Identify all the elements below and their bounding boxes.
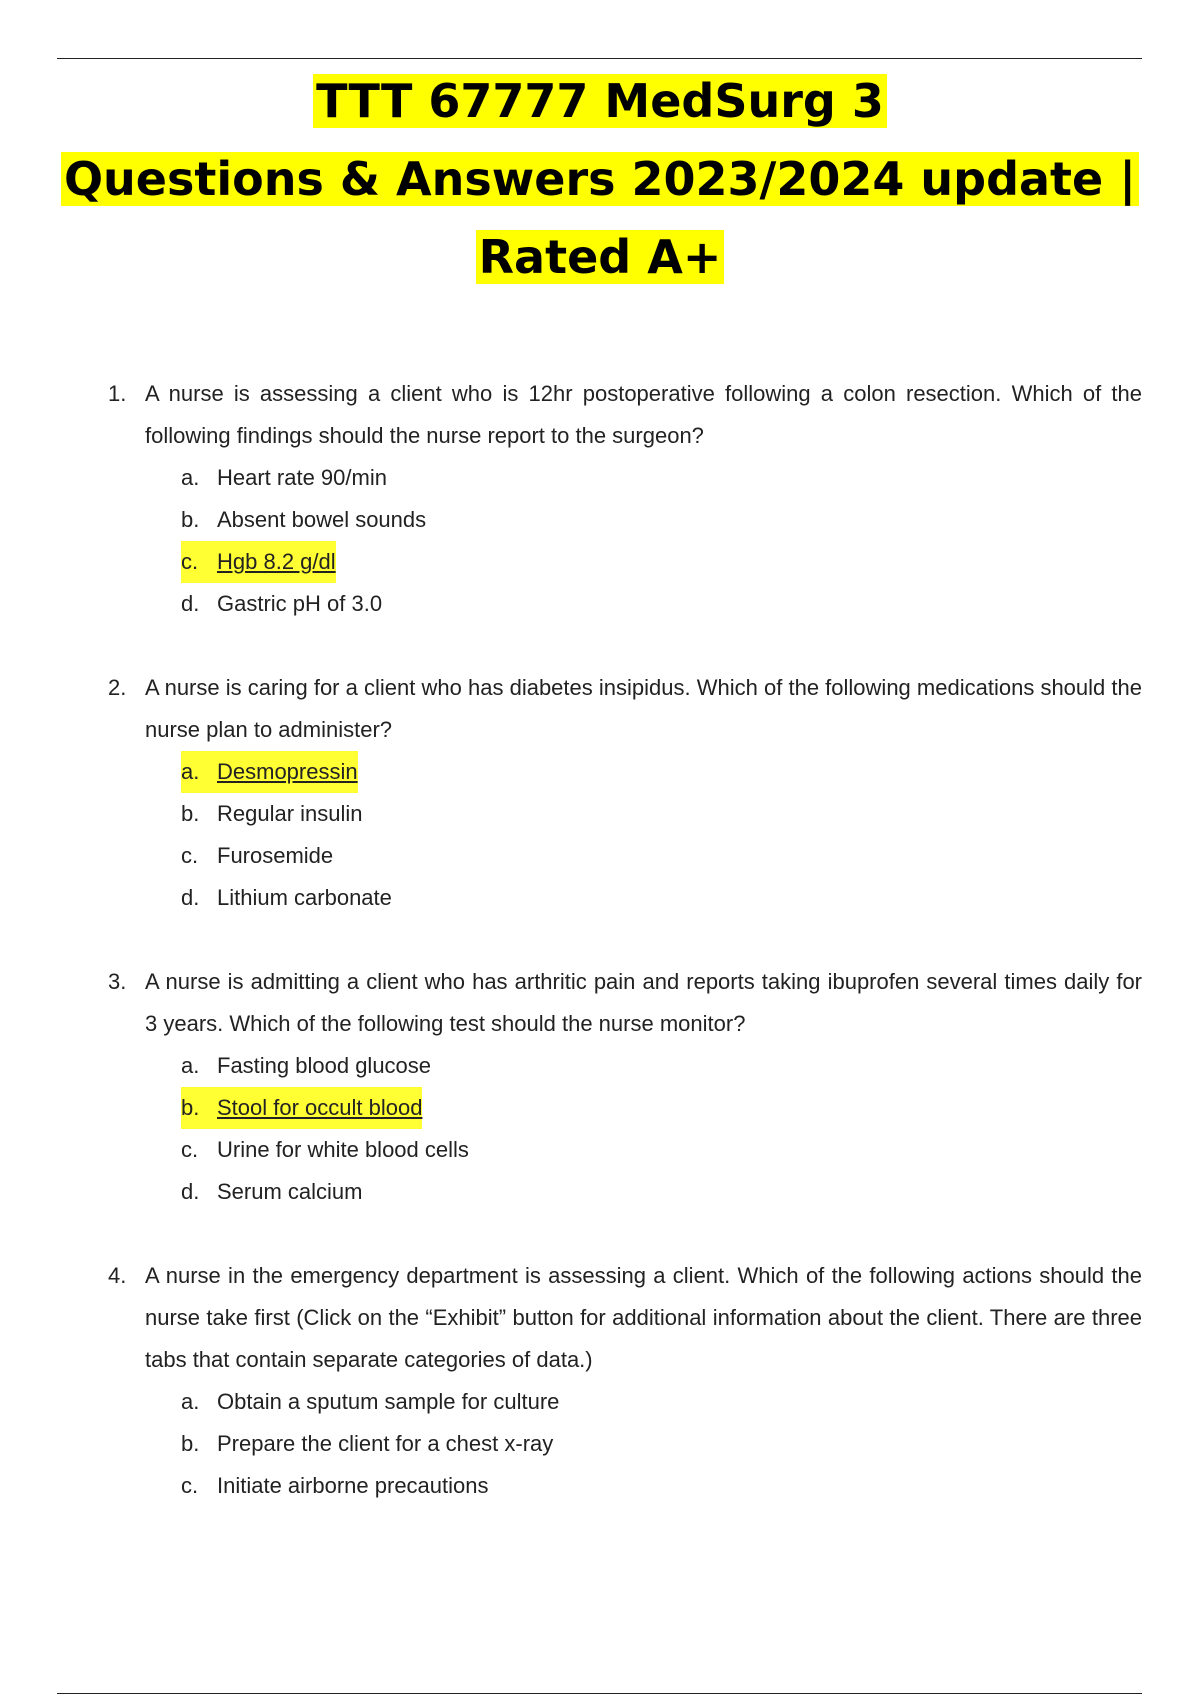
question-text: A nurse is admitting a client who has arthritic pain and reports taking ibuprofen several times daily for 3 years. Which of the following test should the nurse monitor? [145,969,1142,1036]
question-number: 3. [108,969,127,994]
correct-answer-option: c. Hgb 8.2 g/dl [181,541,1142,583]
top-rule [57,58,1142,59]
question-number: 1. [108,381,127,406]
title-line-1: TTT 67777 MedSurg 3 [0,62,1200,140]
answer-option: a. Fasting blood glucose [181,1053,432,1078]
question-1 [108,373,1142,625]
title-line-3: Rated A+ [0,218,1200,296]
answer-option: d. Gastric pH of 3.0 [181,591,383,616]
document-title [0,62,1200,296]
answer-option: a. Heart rate 90/min [181,465,387,490]
question-text: A nurse is assessing a client who is 12hr postoperative following a colon resection. Which of the following findings should the nurse report to the surgeon? [145,381,1142,448]
answer-option: c. Initiate airborne precautions [181,1473,489,1498]
answer-option: b. Prepare the client for a chest x-ray [181,1431,554,1456]
question-2 [108,667,1142,919]
correct-answer-option: b. Stool for occult blood [181,1087,1142,1129]
answer-option: c. Urine for white blood cells [181,1137,469,1162]
answer-option: a. Obtain a sputum sample for culture [181,1389,560,1414]
question-text: A nurse is caring for a client who has diabetes insipidus. Which of the following medications should the nurse plan to administer? [145,675,1142,742]
question-3 [108,961,1142,1213]
question-text: A nurse in the emergency department is assessing a client. Which of the following actions should the nurse take first (Click on the “Exhibit” button for additional information about the client. There are three tabs that contain separate categories of data.) [145,1263,1142,1372]
answer-option: b. Regular insulin [181,801,363,826]
answer-option: c. Furosemide [181,843,334,868]
answer-option: b. Absent bowel sounds [181,507,427,532]
title-line-2: Questions & Answers 2023/2024 update | [0,140,1200,218]
question-number: 2. [108,675,127,700]
correct-answer-option: a. Desmopressin [181,751,1142,793]
question-list [108,373,1142,1549]
question-4 [108,1255,1142,1507]
answer-option: d. Lithium carbonate [181,885,392,910]
question-number: 4. [108,1263,127,1288]
bottom-rule [57,1693,1142,1694]
answer-option: d. Serum calcium [181,1179,363,1204]
